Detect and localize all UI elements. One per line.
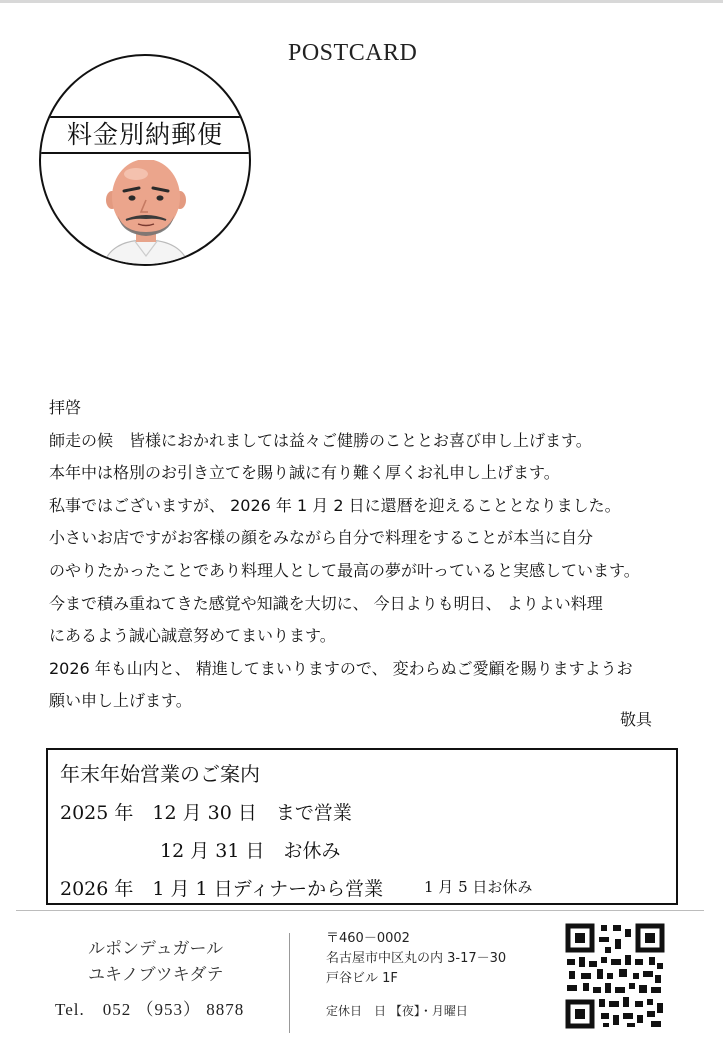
greeting-letter — [49, 392, 679, 718]
footer-divider — [16, 910, 704, 911]
letter-line: 私事ではございますが、 2026 年 1 月 2 日に還暦を迎えることとなりました。 — [49, 495, 621, 515]
letter-line: 師走の候 皆様におかれましては益々ご健勝のこととお喜び申し上げます。 — [49, 430, 592, 450]
holiday-hours-box — [46, 748, 678, 905]
footer-vertical-divider — [289, 933, 290, 1033]
letter-line: 2026 年も山内と、 精進してまいりますので、 変わらぬご愛顧を賜りますようお — [49, 658, 633, 678]
letter-line: 願い申し上げます。 — [49, 691, 192, 711]
letter-closing: 敬具 — [620, 710, 653, 729]
hours-note: 1 月 5 日お休み — [424, 878, 533, 896]
postal-code: 〒460－0002 — [326, 931, 410, 946]
letter-line: 小さいお店ですがお客様の顔をみながら自分で料理をすることが本当に自分 — [49, 528, 594, 548]
closed-days: 定休日 日 【夜】・月曜日 — [326, 1004, 468, 1018]
letter-line: 本年中は格別のお引き立てを賜り誠に有り難く厚くお礼申し上げます。 — [49, 463, 560, 483]
hours-line-3: 2026 年 1 月 1 日ディナーから営業 — [60, 878, 384, 900]
letter-line: にあるよう誠心誠意努めてまいります。 — [49, 626, 336, 646]
chef-portrait-illustration — [96, 160, 196, 266]
hours-title: 年末年始営業のご案内 — [60, 762, 260, 786]
address-line-1: 名古屋市中区丸の内 3-17－30 — [326, 951, 507, 966]
shop-name-line-2: ユキノブツキダテ — [88, 965, 224, 985]
stamp-label: 料金別納郵便 — [66, 120, 223, 149]
letter-line: のやりたかったことであり料理人として最高の夢が叶っていると実感しています。 — [49, 560, 640, 580]
hours-line-1: 2025 年 12 月 30 日 まで営業 — [60, 802, 352, 824]
qr-code-icon — [563, 921, 667, 1031]
top-edge — [0, 0, 723, 3]
shop-address — [326, 929, 506, 989]
address-line-2: 戸谷ビル 1F — [326, 971, 398, 986]
shop-name-line-1: ルポンデュガール — [88, 939, 224, 959]
hours-line-2: 12 月 31 日 お休み — [160, 840, 341, 862]
letter-line: 今まで積み重ねてきた感覚や知識を大切に、 今日よりも明日、 よりよい料理 — [49, 593, 603, 613]
shop-name — [88, 936, 224, 988]
telephone-number: Tel. 052 （953） 8878 — [55, 1000, 245, 1019]
postcard-title: POSTCARD — [288, 40, 418, 66]
letter-line: 拝啓 — [49, 398, 82, 417]
postage-stamp — [39, 54, 251, 266]
